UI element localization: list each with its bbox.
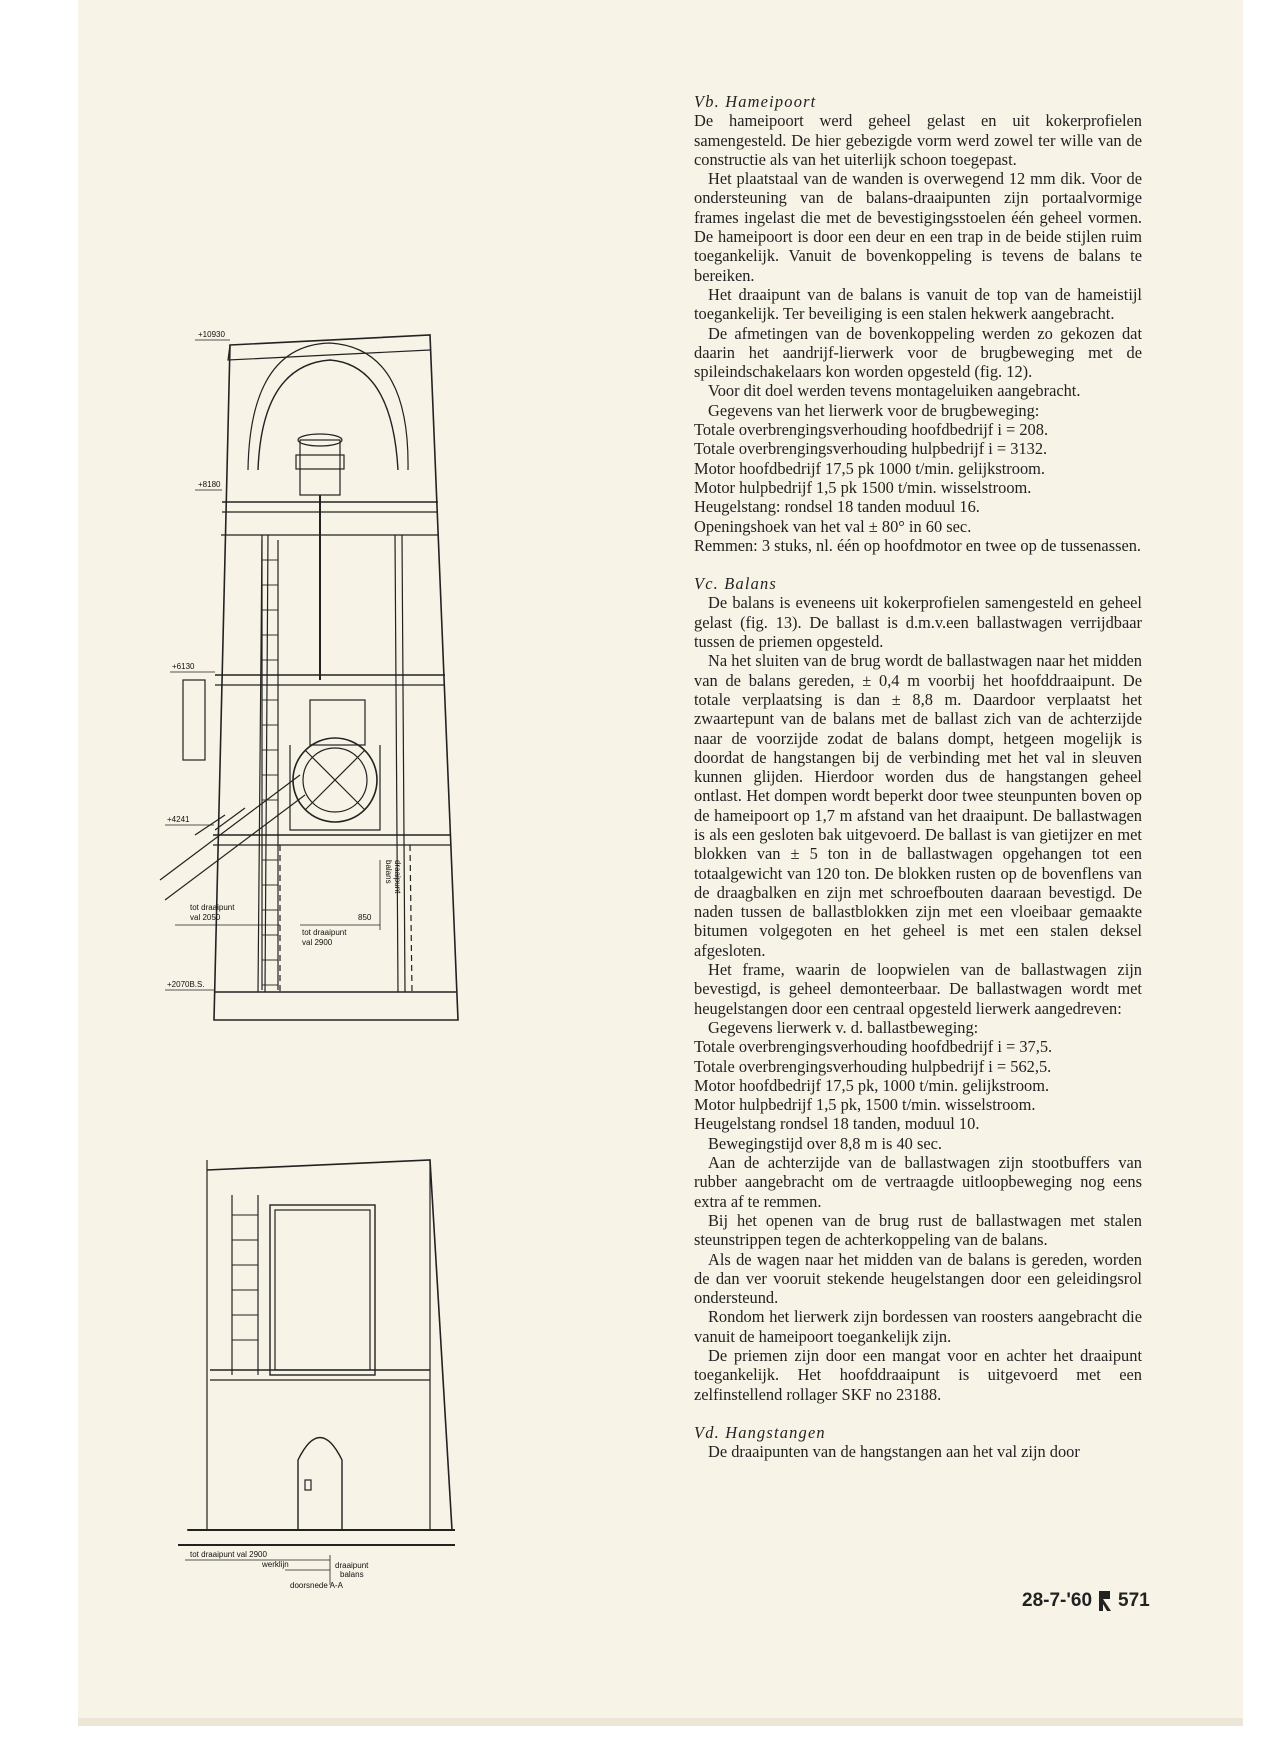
label-draaipunt-balans-2: balans bbox=[384, 860, 393, 884]
label-val-2900: val 2900 bbox=[302, 938, 333, 947]
spec-line: Motor hoofdbedrijf 17,5 pk 1000 t/min. gelijkstroom. bbox=[694, 458, 1046, 478]
elev-label-6130: +6130 bbox=[172, 662, 195, 671]
spec-line: Totale overbrengingsverhouding hulpbedrijf i = 3132. bbox=[694, 439, 1048, 459]
spec-line: Heugelstang: rondsel 18 tanden moduul 16. bbox=[694, 497, 980, 517]
label-tot-draaipunt-1: tot draaipunt bbox=[190, 903, 235, 912]
paragraph: Het draaipunt van de balans is vanuit de top van de hameistijl toegankelijk. Ter beveiliging is een stalen hekwerk aangebracht. bbox=[694, 284, 1142, 324]
spec-line: Motor hoofdbedrijf 17,5 pk, 1000 t/min. gelijkstroom. bbox=[694, 1075, 1050, 1095]
paragraph: Aan de achterzijde van de ballastwagen zijn stootbuffers van rubber aangebracht om de vertraagde uitloopbeweging nog eens extra af te remmen. bbox=[694, 1153, 1142, 1211]
spec-line: Totale overbrengingsverhouding hoofdbedrijf i = 37,5. bbox=[694, 1037, 1053, 1057]
paragraph: De afmetingen van de bovenkoppeling werden zo gekozen dat daarin het aandrijf-lierwerk voor de brugbeweging met de spileindschakelaars kon worden opgesteld (fig. 12). bbox=[694, 323, 1142, 382]
paragraph: Rondom het lierwerk zijn bordessen van roosters aangebracht die vanuit de hameipoort toegankelijk zijn. bbox=[694, 1307, 1142, 1346]
label-draaipunt-balans-1: draaipunt bbox=[393, 860, 402, 894]
paragraph: Het plaatstaal van de wanden is overwegend 12 mm dik. Voor de ondersteuning van de balans-draaipunten zijn portaalvormige frames ingelast die met de bevestigingsstoelen één geheel vormen. De hameipoort is door een deur en een trap in de beide stijlen ruim toegankelijk. Vanuit de bovenkoppeling is tevens de balans te bereiken. bbox=[694, 169, 1142, 285]
label-section-draaipunt: draaipunt bbox=[335, 1561, 369, 1570]
section-gap bbox=[694, 555, 1142, 574]
paragraph: De balans is eveneens uit kokerprofielen samengesteld en geheel gelast (fig. 13). De ballast is d.m.v.een ballastwagen verrijdbaar tussen de priemen opgesteld. bbox=[694, 593, 1142, 652]
section-gap bbox=[694, 1404, 1142, 1423]
section-heading: Vd. Hangstangen bbox=[694, 1422, 826, 1442]
label-tot-draaipunt-val-2900: tot draaipunt val 2900 bbox=[190, 1550, 267, 1559]
paragraph: Het frame, waarin de loopwielen van de ballastwagen zijn bevestigd, is geheel demonteerbaar. De ballastwagen wordt met heugelstangen door een centraal opgesteld lierwerk aangedreven: bbox=[694, 960, 1142, 1018]
spec-line: Openingshoek van het val ± 80° in 60 sec. bbox=[694, 516, 972, 536]
elev-label-8180: +8180 bbox=[198, 480, 221, 489]
paragraph: Na het sluiten van de brug wordt de ballastwagen naar het midden van de balans gereden, ± 0,4 m voorbij het hoofddraaipunt. De totale verplaatsing is dan ± 8,8 m. Daardoor verplaatst het zwaartepunt van de balans met de ballast zich van de achterzijde naar de voorzijde zodat de balans dompt, hetgeen mogelijk is doordat de hangstangen bij de verbinding met het val in sleuven kunnen glijden. Hierdoor worden dus de hangstangen geheel ontlast. Het dompen wordt beperkt door twee steunpunten boven op de hameipoort op 1,7 m afstand van het draaipunt. De ballastwagen is als een gesloten bak uitgevoerd. De ballast is van gietijzer en met blokken van ± 5 ton in de ballastwagen opgehangen tot een totaalgewicht van 120 ton. De blokken rusten op de bovenflens van de draagbalken en zijn met schroefbouten daaraan bevestigd. De naden tussen de ballastblokken zijn met een vloeibaar gemaakte bitumen volgegoten en het geheel is met een stalen deksel afgesloten. bbox=[694, 651, 1142, 960]
spec-line: Gegevens lierwerk v. d. ballastbeweging: bbox=[708, 1017, 979, 1037]
spec-line: Gegevens van het lierwerk voor de brugbeweging: bbox=[708, 400, 1040, 420]
spec-line: Heugelstang rondsel 18 tanden, moduul 10. bbox=[694, 1114, 980, 1134]
section-heading: Vb. Hameipoort bbox=[694, 92, 817, 111]
paragraph: Als de wagen naar het midden van de balans is gereden, worden de dan ver vooruit stekende heugelstangen door een geleidingsrol ondersteund. bbox=[694, 1249, 1142, 1308]
spec-line: Motor hulpbedrijf 1,5 pk, 1500 t/min. wisselstroom. bbox=[694, 1095, 1036, 1115]
paragraph: De priemen zijn door een mangat voor en achter het draaipunt toegankelijk. Het hoofddraaipunt is uitgevoerd met een zelfinstellend rollager SKF no 23188. bbox=[694, 1346, 1142, 1404]
label-850: 850 bbox=[358, 913, 372, 922]
label-tot-draaipunt-2: tot draaipunt bbox=[302, 928, 347, 937]
article-text-column bbox=[694, 92, 1142, 1461]
label-val-2050: val 2050 bbox=[190, 913, 221, 922]
spec-line: Totale overbrengingsverhouding hoofdbedrijf i = 208. bbox=[694, 420, 1049, 440]
paragraph: Remmen: 3 stuks, nl. één op hoofdmotor en twee op de tussenassen. bbox=[694, 535, 1142, 555]
elev-label-10930: +10930 bbox=[198, 330, 225, 339]
footer-date: 28-7-'60 bbox=[1022, 1590, 1093, 1611]
paragraph: Voor dit doel werden tevens montageluiken aangebracht. bbox=[708, 381, 1081, 401]
section-aa-drawing bbox=[178, 1160, 455, 1585]
spec-line: Bewegingstijd over 8,8 m is 40 sec. bbox=[708, 1133, 942, 1153]
section-heading: Vc. Balans bbox=[694, 574, 778, 594]
spec-line: Totale overbrengingsverhouding hulpbedrijf i = 562,5. bbox=[694, 1056, 1052, 1076]
label-werklijn: werklijn bbox=[262, 1560, 289, 1569]
elevation-dimension-labels bbox=[167, 330, 402, 989]
footer-page-number: 571 bbox=[1118, 1590, 1150, 1611]
publisher-logo-icon bbox=[1098, 1590, 1112, 1612]
paragraph: De draaipunten van de hangstangen aan het val zijn door bbox=[708, 1442, 1080, 1462]
spec-line: Motor hulpbedrijf 1,5 pk 1500 t/min. wisselstroom. bbox=[694, 477, 1032, 497]
section-aa-labels bbox=[190, 1550, 369, 1590]
paragraph: De hameipoort werd geheel gelast en uit kokerprofielen samengesteld. De hier gebezigde vorm werd zowel ter wille van de constructie als van het uiterlijk schoon toegepast. bbox=[694, 111, 1142, 169]
elev-label-2070: +2070B.S. bbox=[167, 980, 205, 989]
page-footer bbox=[1022, 1590, 1150, 1612]
label-section-balans: balans bbox=[340, 1570, 364, 1579]
elev-label-4241: +4241 bbox=[167, 815, 190, 824]
paragraph: Bij het openen van de brug rust de ballastwagen met stalen steunstrippen tegen de achterkoppeling van de balans. bbox=[694, 1210, 1142, 1250]
section-title: doorsnede A-A bbox=[290, 1581, 343, 1590]
